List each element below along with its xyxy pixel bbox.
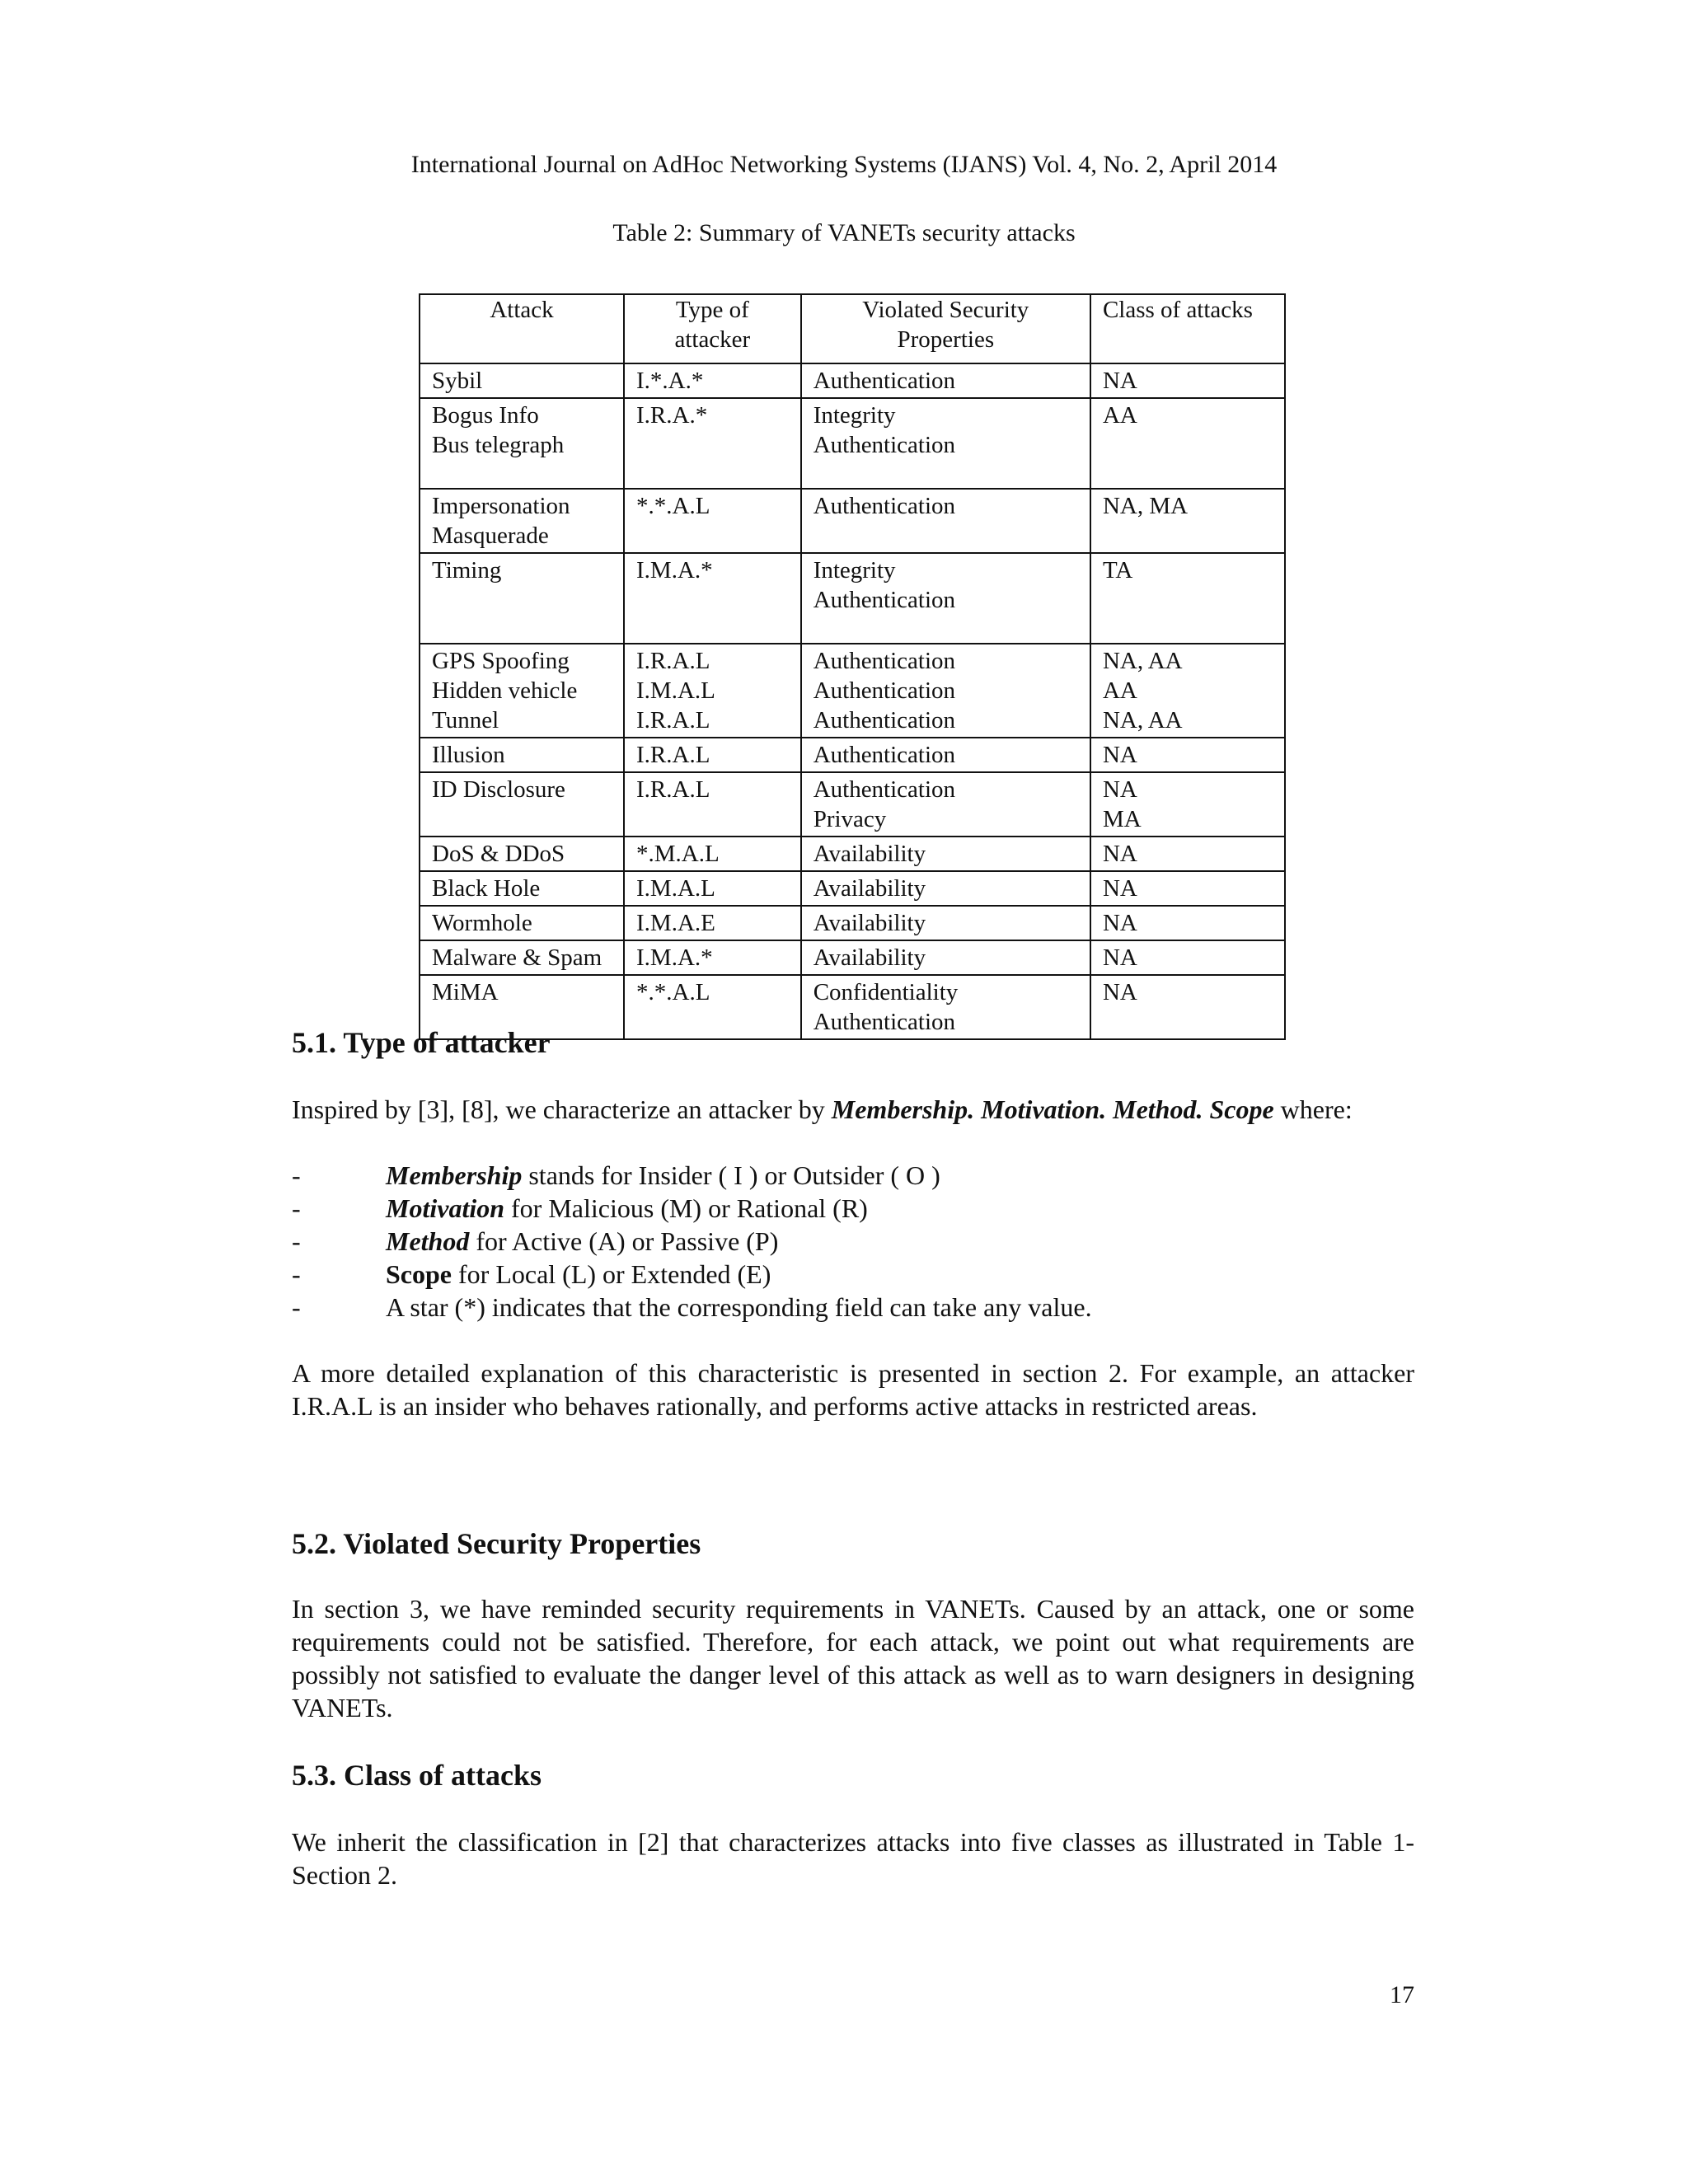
table-row xyxy=(420,489,1285,553)
table-caption: Table 2: Summary of VANETs security attacks xyxy=(612,219,1076,246)
cell-text: I.M.A.* xyxy=(636,557,713,583)
cell-text: Availability xyxy=(813,910,926,936)
table-row xyxy=(420,644,1285,738)
cell-text: NA xyxy=(1102,776,1137,803)
cell-text: Bogus Info xyxy=(432,402,539,429)
cell-text: Authentication xyxy=(813,587,956,613)
cell-text: Black Hole xyxy=(432,875,541,902)
cell-class-of-attacks xyxy=(1090,940,1285,975)
cell-text: Authentication xyxy=(813,776,956,803)
cell-text: NA xyxy=(1102,875,1137,902)
cell-text: AA xyxy=(1102,677,1137,704)
cell-class-of-attacks xyxy=(1090,644,1285,738)
header-class-of-attacks: Class of attacks xyxy=(1090,294,1285,363)
cell-attack xyxy=(420,906,624,940)
cell-type-of-attacker xyxy=(624,772,801,837)
cell-text: *.*.A.L xyxy=(636,979,710,1005)
cell-text: AA xyxy=(1102,402,1137,429)
cell-text: Authentication xyxy=(813,368,956,394)
cell-attack xyxy=(420,837,624,871)
cell-text: Authentication xyxy=(813,432,956,458)
running-header: International Journal on AdHoc Networking Systems (IJANS) Vol. 4, No. 2, April 2014 xyxy=(410,151,1278,178)
cell-attack xyxy=(420,398,624,489)
cell-type-of-attacker xyxy=(624,940,801,975)
table-row xyxy=(420,398,1285,489)
cell-class-of-attacks xyxy=(1090,871,1285,906)
cell-text: *.*.A.L xyxy=(636,493,710,519)
cell-text: Sybil xyxy=(432,368,483,394)
cell-attack xyxy=(420,553,624,644)
cell-type-of-attacker xyxy=(624,837,801,871)
cell-class-of-attacks xyxy=(1090,738,1285,772)
cell-text: I.M.A.L xyxy=(636,875,715,902)
cell-text: NA xyxy=(1102,979,1137,1005)
section-heading: 5.3. Class of attacks xyxy=(292,1759,542,1792)
cell-class-of-attacks xyxy=(1090,772,1285,837)
cell-attack xyxy=(420,363,624,398)
cell-text: Masquerade xyxy=(432,523,549,549)
table-row xyxy=(420,871,1285,906)
section-5-2 xyxy=(292,1526,1414,1724)
cell-attack xyxy=(420,940,624,975)
section-5-3 xyxy=(292,1758,1414,1891)
table-row xyxy=(420,940,1285,975)
cell-text: Bus telegraph xyxy=(432,432,565,458)
cell-violated-properties xyxy=(801,940,1090,975)
cell-violated-properties xyxy=(801,772,1090,837)
cell-type-of-attacker xyxy=(624,644,801,738)
cell-text: NA xyxy=(1102,944,1137,971)
table-body xyxy=(420,363,1285,1039)
cell-text: Malware & Spam xyxy=(432,944,603,971)
cell-class-of-attacks xyxy=(1090,398,1285,489)
cell-text: DoS & DDoS xyxy=(432,841,565,867)
table-header-row xyxy=(420,294,1285,363)
cell-text: TA xyxy=(1102,557,1133,583)
list-item: - Scope for Local (L) or Extended (E) xyxy=(292,1259,771,1289)
section-5-1 xyxy=(292,1025,1414,1422)
cell-text: Authentication xyxy=(813,648,956,674)
cell-text: Wormhole xyxy=(432,910,532,936)
cell-text: NA, AA xyxy=(1102,648,1183,674)
table-row xyxy=(420,837,1285,871)
cell-class-of-attacks xyxy=(1090,906,1285,940)
cell-text: NA xyxy=(1102,841,1137,867)
list-item: - Membership stands for Insider ( I ) or Outsider ( O ) xyxy=(292,1160,940,1190)
cell-text: Timing xyxy=(432,557,502,583)
list-item: - Motivation for Malicious (M) or Rational (R) xyxy=(292,1193,868,1223)
cell-type-of-attacker xyxy=(624,363,801,398)
table-row xyxy=(420,553,1285,644)
cell-violated-properties xyxy=(801,553,1090,644)
table-row xyxy=(420,363,1285,398)
cell-attack xyxy=(420,871,624,906)
cell-text: Tunnel xyxy=(432,707,499,733)
cell-text: I.R.A.L xyxy=(636,776,710,803)
cell-text: Authentication xyxy=(813,493,956,519)
cell-type-of-attacker xyxy=(624,738,801,772)
cell-text: NA xyxy=(1102,910,1137,936)
cell-text: NA, AA xyxy=(1102,707,1183,733)
cell-text: Authentication xyxy=(813,677,956,704)
cell-text: I.R.A.L xyxy=(636,707,710,733)
cell-text: Availability xyxy=(813,841,926,867)
header-attack: Attack xyxy=(420,294,624,363)
cell-text: GPS Spoofing xyxy=(432,648,570,674)
cell-violated-properties xyxy=(801,738,1090,772)
cell-attack xyxy=(420,489,624,553)
cell-text: I.R.A.L xyxy=(636,742,710,768)
cell-text: MiMA xyxy=(432,979,499,1005)
body-paragraph: In section 3, we have reminded security requirements in VANETs. Caused by an attack, one or some requirements could not be satisfied. Therefore, for each attack, we point out what requirements are possibly not satisfied to evaluate the danger level of this attack as well as to warn designers in designing VANETs. xyxy=(292,1594,1414,1722)
intro-paragraph: Inspired by [3], [8], we characterize an attacker by Membership. Motivation. Method. Scope where: xyxy=(292,1094,1353,1124)
section-heading: 5.1. Type of attacker xyxy=(292,1026,551,1059)
cell-violated-properties xyxy=(801,398,1090,489)
list-item: - A star (*) indicates that the corresponding field can take any value. xyxy=(292,1292,1092,1322)
attacks-table xyxy=(419,293,1286,1040)
cell-text: NA xyxy=(1102,368,1137,394)
cell-text: Authentication xyxy=(813,1009,956,1035)
cell-violated-properties xyxy=(801,644,1090,738)
cell-class-of-attacks xyxy=(1090,363,1285,398)
table-row xyxy=(420,906,1285,940)
cell-text: Impersonation xyxy=(432,493,570,519)
cell-violated-properties xyxy=(801,489,1090,553)
body-paragraph: We inherit the classification in [2] that characterizes attacks into five classes as illustrated in Table 1- Section 2. xyxy=(292,1827,1414,1890)
cell-text: MA xyxy=(1102,806,1142,832)
cell-text: I.R.A.* xyxy=(636,402,708,429)
cell-text: Illusion xyxy=(432,742,505,768)
cell-text: NA xyxy=(1102,742,1137,768)
cell-text: Authentication xyxy=(813,707,956,733)
cell-text: Privacy xyxy=(813,806,887,832)
cell-text: *.M.A.L xyxy=(636,841,720,867)
cell-text: Authentication xyxy=(813,742,956,768)
header-violated-properties: Violated Security Properties xyxy=(801,294,1090,363)
cell-text: ID Disclosure xyxy=(432,776,565,803)
cell-type-of-attacker xyxy=(624,906,801,940)
cell-violated-properties xyxy=(801,837,1090,871)
cell-text: Integrity xyxy=(813,402,896,429)
cell-type-of-attacker xyxy=(624,553,801,644)
cell-class-of-attacks xyxy=(1090,553,1285,644)
cell-text: I.M.A.* xyxy=(636,944,713,971)
cell-violated-properties xyxy=(801,906,1090,940)
list-item: - Method for Active (A) or Passive (P) xyxy=(292,1226,779,1256)
header-type-of-attacker: Type of attacker xyxy=(624,294,801,363)
cell-attack xyxy=(420,644,624,738)
table-row xyxy=(420,772,1285,837)
cell-attack xyxy=(420,772,624,837)
cell-text: NA, MA xyxy=(1102,493,1189,519)
page-number: 17 xyxy=(1390,1981,1414,2008)
cell-text: I.R.A.L xyxy=(636,648,710,674)
cell-violated-properties xyxy=(801,363,1090,398)
cell-text: I.M.A.E xyxy=(636,910,715,936)
cell-class-of-attacks xyxy=(1090,837,1285,871)
cell-text: Confidentiality xyxy=(813,979,959,1005)
cell-text: I.*.A.* xyxy=(636,368,704,394)
cell-text: Availability xyxy=(813,875,926,902)
cell-text: Integrity xyxy=(813,557,896,583)
cell-attack xyxy=(420,738,624,772)
cell-text: Hidden vehicle xyxy=(432,677,578,704)
cell-type-of-attacker xyxy=(624,489,801,553)
cell-text: Availability xyxy=(813,944,926,971)
cell-violated-properties xyxy=(801,871,1090,906)
section-heading: 5.2. Violated Security Properties xyxy=(292,1527,701,1560)
example-paragraph: A more detailed explanation of this characteristic is presented in section 2. For example, an attacker I.R.A.L is an insider who behaves rationally, and performs active attacks in restricted areas. xyxy=(292,1358,1414,1421)
table-row xyxy=(420,738,1285,772)
cell-text: I.M.A.L xyxy=(636,677,715,704)
cell-class-of-attacks xyxy=(1090,489,1285,553)
attacker-field-list xyxy=(292,1159,1414,1324)
cell-type-of-attacker xyxy=(624,871,801,906)
cell-type-of-attacker xyxy=(624,398,801,489)
